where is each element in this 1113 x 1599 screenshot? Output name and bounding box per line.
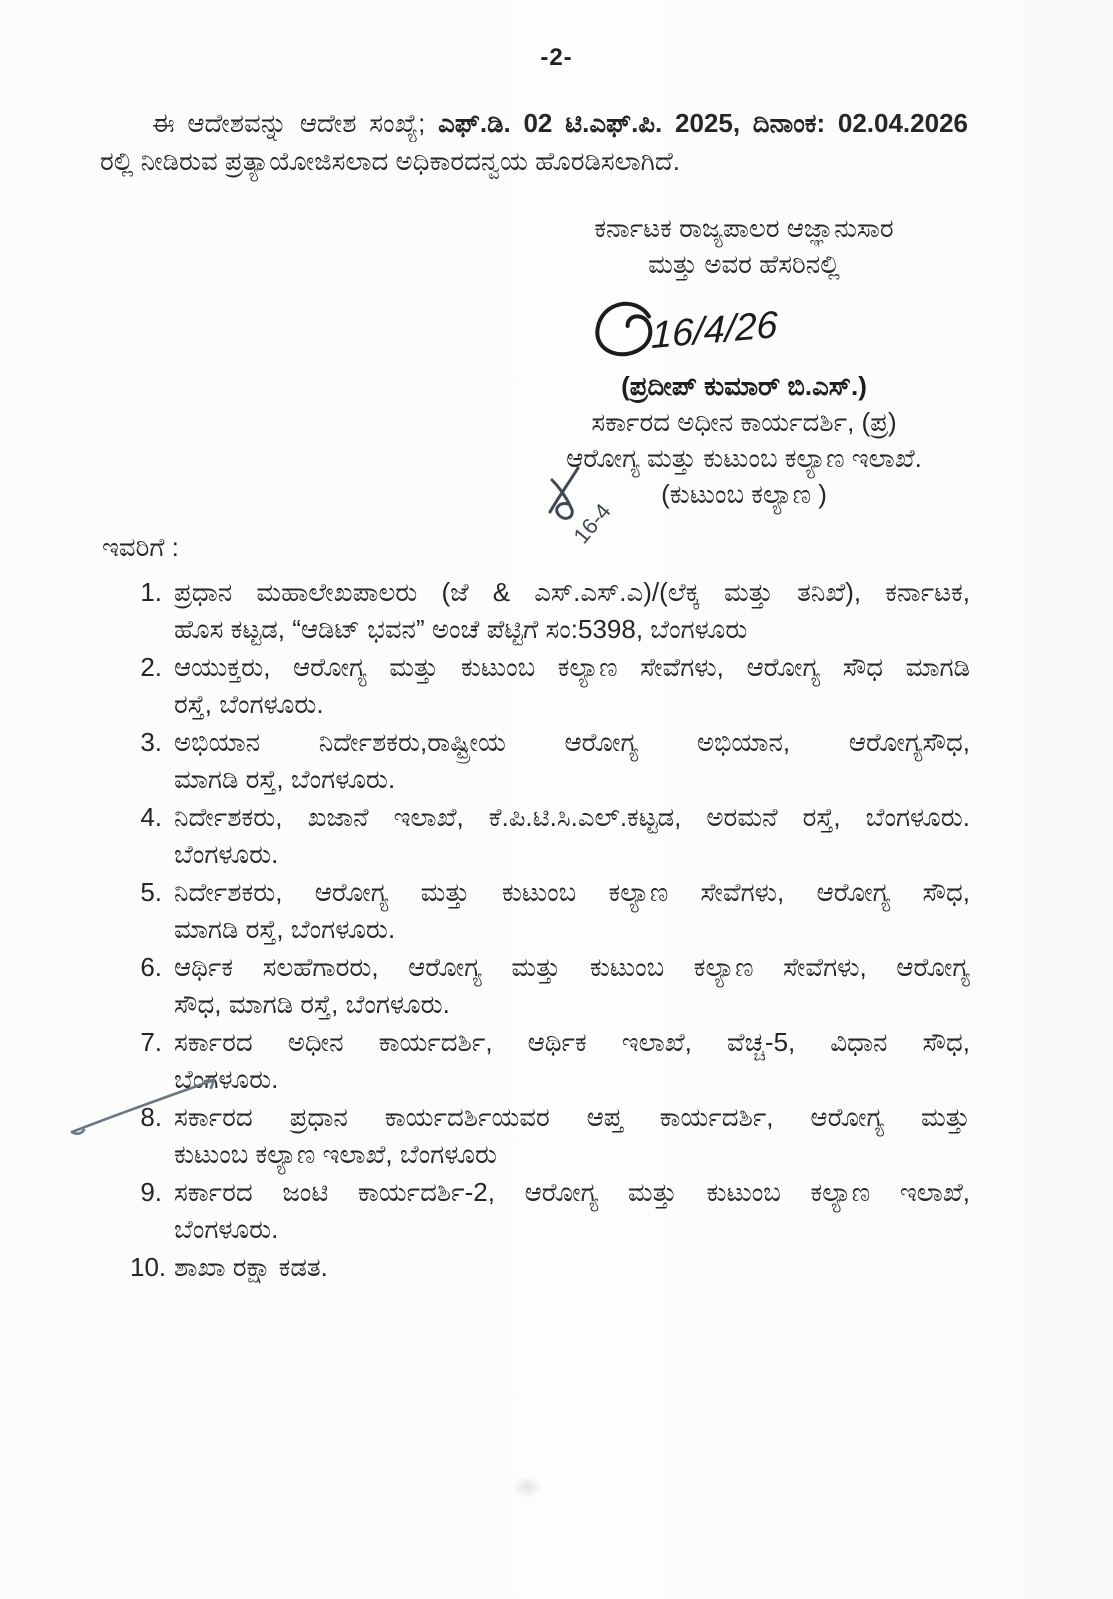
item-text-line-1: ಶಾಖಾ ರಕ್ಷಾ ಕಡತ. [174,1252,328,1282]
by-order-line-1: ಕರ್ನಾಟಕ ರಾಜ್ಯಪಾಲರ ಆಜ್ಞಾನುಸಾರ [594,213,894,243]
handwritten-note-date: 16-4 [568,498,616,549]
handwritten-initial-mark [534,458,654,558]
item-number: 1. [140,577,162,607]
designation-line-1: ಸರ್ಕಾರದ ಅಧೀನ ಕಾರ್ಯದರ್ಶಿ, (ಪ್ರ) [591,407,897,437]
item-number: 4. [140,802,162,832]
item-number: 5. [140,877,162,907]
handwritten-date: 16/4/26 [650,304,778,358]
intro-line-1 [100,104,968,142]
scan-smudge [512,1476,542,1498]
item-text-line-1: ಪ್ರಧಾನ ಮಹಾಲೇಖಪಾಲರು (ಜೆ & ಎಸ್.ಎಸ್.ಎ)/(ಲೆಕ್ಕ ಮತ್ತು ತನಿಖೆ), ಕರ್ನಾಟಕ, [174,577,970,607]
list-item [130,724,970,798]
designation-line-2: ಆರೋಗ್ಯ ಮತ್ತು ಕುಟುಂಬ ಕಲ್ಯಾಣ ಇಲಾಖೆ. [566,443,922,473]
list-item [130,949,970,1023]
item-text-line-1: ಅಭಿಯಾನ ನಿರ್ದೇಶಕರು,ರಾಷ್ಟ್ರೀಯ ಆರೋಗ್ಯ ಅಭಿಯಾನ, ಆರೋಗ್ಯಸೌಧ, [174,727,970,757]
list-item [130,574,970,648]
list-item [130,649,970,723]
signatory-name: (ಪ್ರದೀಪ್ ಕುಮಾರ್ ಬಿ.ಎಸ್.) [621,371,867,401]
item-number: 9. [140,1177,162,1207]
list-item [130,799,970,873]
signature-flourish-icon [584,284,904,364]
designation-line-3: (ಕುಟುಂಬ ಕಲ್ಯಾಣ ) [661,479,827,509]
item-text-line-1: ಸರ್ಕಾರದ ಪ್ರಧಾನ ಕಾರ್ಯದರ್ಶಿಯವರ ಆಪ್ತ ಕಾರ್ಯದರ್ಶಿ, ಆರೋಗ್ಯ ಮತ್ತು [174,1102,970,1132]
item-text-line-1: ಆರ್ಥಿಕ ಸಲಹೆಗಾರರು, ಆರೋಗ್ಯ ಮತ್ತು ಕುಟುಂಬ ಕಲ್ಯಾಣ ಸೇವೆಗಳು, ಆರೋಗ್ಯ [174,952,970,982]
order-reference: ಎಫ್.ಡಿ. 02 ಟಿ.ಎಫ್.ಪಿ. 2025, ದಿನಾಂಕ: 02.04.2026 [438,108,968,138]
item-text-line-1: ಆಯುಕ್ತರು, ಆರೋಗ್ಯ ಮತ್ತು ಕುಟುಂಬ ಕಲ್ಯಾಣ ಸೇವೆಗಳು, ಆರೋಗ್ಯ ಸೌಧ ಮಾಗಡಿ [174,652,970,682]
list-item [130,1024,970,1098]
item-text-line-2: ಬೆಂಗಳೂರು. [174,1064,279,1094]
item-text-line-2: ಕುಟುಂಬ ಕಲ್ಯಾಣ ಇಲಾಖೆ, ಬೆಂಗಳೂರು [174,1139,497,1169]
list-item [130,1099,970,1173]
item-text-line-1: ಸರ್ಕಾರದ ಜಂಟಿ ಕಾರ್ಯದರ್ಶಿ-2, ಆರೋಗ್ಯ ಮತ್ತು ಕುಟುಂಬ ಕಲ್ಯಾಣ ಇಲಾಖೆ, [174,1177,970,1207]
list-item [130,874,970,948]
item-number: 7. [140,1027,162,1057]
item-text-line-2: ಸೌಧ, ಮಾಗಡಿ ರಸ್ತೆ, ಬೆಂಗಳೂರು. [174,989,450,1019]
intro-line-1-prefix: ಈ ಆದೇಶವನ್ನು ಆದೇಶ ಸಂಖ್ಯೆ; [152,108,439,138]
page-number: -2- [540,44,573,71]
item-text-line-2: ರಸ್ತೆ, ಬೆಂಗಳೂರು. [174,689,324,719]
item-text-line-2: ಹೊಸ ಕಟ್ಟಡ, “ಆಡಿಟ್ ಭವನ” ಅಂಚೆ ಪೆಟ್ಟಿಗೆ ಸಂ:5398, ಬೆಂಗಳೂರು [174,614,748,644]
item-text-line-2: ಬೆಂಗಳೂರು. [174,1214,279,1244]
item-text-line-1: ನಿರ್ದೇಶಕರು, ಆರೋಗ್ಯ ಮತ್ತು ಕುಟುಂಬ ಕಲ್ಯಾಣ ಸೇವೆಗಳು, ಆರೋಗ್ಯ ಸೌಧ, [174,877,970,907]
by-order-line-2: ಮತ್ತು ಅವರ ಹೆಸರಿನಲ್ಲಿ [648,249,840,279]
item-text-line-1: ನಿರ್ದೇಶಕರು, ಖಜಾನೆ ಇಲಾಖೆ, ಕೆ.ಪಿ.ಟಿ.ಸಿ.ಎಲ್.ಕಟ್ಟಡ, ಅರಮನೆ ರಸ್ತೆ, ಬೆಂಗಳೂರು. [174,802,970,832]
recipients-heading: ಇವರಿಗೆ : [102,532,179,562]
pen-strike-mark [64,1074,234,1140]
item-number: 8. [140,1102,162,1132]
intro-paragraph [100,104,968,180]
list-item [130,1249,970,1286]
list-item [130,1174,970,1248]
item-number: 2. [140,652,162,682]
item-text-line-2: ಮಾಗಡಿ ರಸ್ತೆ, ಬೆಂಗಳೂರು. [174,764,396,794]
item-number: 6. [140,952,162,982]
item-text-line-2: ಮಾಗಡಿ ರಸ್ತೆ, ಬೆಂಗಳೂರು. [174,914,396,944]
item-number: 10. [130,1252,167,1282]
intro-line-2: ರಲ್ಲಿ ನೀಡಿರುವ ಪ್ರತ್ಯಾಯೋಜಿಸಲಾದ ಅಧಿಕಾರದನ್ವಯ ಹೊರಡಿಸಲಾಗಿದೆ. [100,146,680,176]
recipients-list [130,574,970,1287]
handwritten-signature [498,284,990,364]
item-number: 3. [140,727,162,757]
item-text-line-1: ಸರ್ಕಾರದ ಅಧೀನ ಕಾರ್ಯದರ್ಶಿ, ಆರ್ಥಿಕ ಇಲಾಖೆ, ವೆಚ್ಚ-5, ವಿಧಾನ ಸೌಧ, [174,1027,970,1057]
item-text-line-2: ಬೆಂಗಳೂರು. [174,839,279,869]
